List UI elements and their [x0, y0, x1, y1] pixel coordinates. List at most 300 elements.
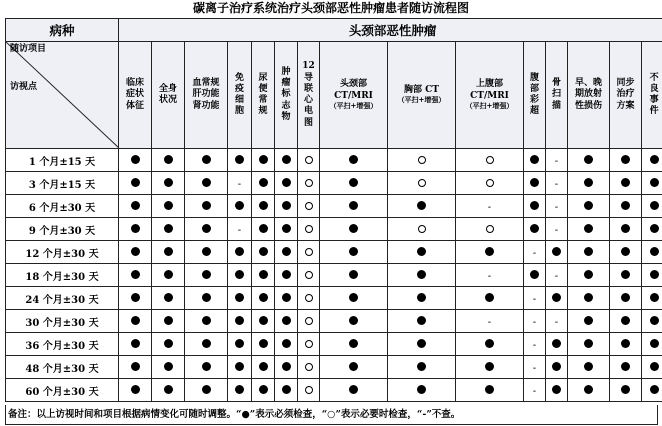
- column-header-line: 头颈部: [339, 79, 367, 90]
- table-cell: [152, 241, 185, 264]
- required-mark: [584, 201, 593, 210]
- column-header-line: 物: [281, 111, 291, 122]
- column-header-line: 胸部 CT: [404, 85, 439, 95]
- table-cell: [119, 333, 152, 356]
- required-mark: [282, 362, 291, 371]
- table-cell: [320, 241, 388, 264]
- table-cell: [119, 241, 152, 264]
- required-mark: [164, 316, 173, 325]
- column-header-line: 心: [303, 95, 313, 105]
- not-required-mark: -: [532, 340, 537, 351]
- table-cell: [119, 149, 152, 172]
- required-mark: [131, 247, 140, 256]
- table-cell: [228, 172, 252, 195]
- table-cell: [275, 195, 298, 218]
- visit-point: 9 个月±30 天: [6, 218, 119, 241]
- optional-mark: [305, 317, 313, 325]
- required-mark: [621, 362, 630, 371]
- table-cell: [568, 287, 610, 310]
- table-cell: [275, 379, 298, 402]
- table-cell: [524, 195, 546, 218]
- table-cell: [185, 310, 228, 333]
- not-required-mark: -: [554, 271, 559, 282]
- optional-mark: [305, 386, 313, 394]
- table-cell: [524, 333, 546, 356]
- optional-mark: [305, 248, 313, 256]
- table-cell: [456, 356, 524, 379]
- required-mark: [485, 247, 494, 256]
- table-cell: [546, 264, 568, 287]
- required-mark: [131, 385, 140, 394]
- optional-mark: [305, 271, 313, 279]
- required-mark: [131, 270, 140, 279]
- column-header-line: 症状: [125, 89, 144, 100]
- required-mark: [282, 224, 291, 233]
- required-mark: [485, 362, 494, 371]
- table-cell: [185, 356, 228, 379]
- column-header-line: 同步: [616, 78, 635, 89]
- table-cell: [456, 379, 524, 402]
- visit-point: 36 个月±30 天: [6, 333, 119, 356]
- table-cell: [119, 195, 152, 218]
- table-cell: [228, 379, 252, 402]
- column-header-line: 良: [649, 83, 659, 94]
- required-mark: [202, 270, 211, 279]
- table-cell: [252, 149, 275, 172]
- table-cell: [185, 379, 228, 402]
- not-required-mark: -: [532, 317, 537, 328]
- required-mark: [131, 201, 140, 210]
- table-cell: [275, 333, 298, 356]
- table-cell: [252, 333, 275, 356]
- table-cell: [610, 172, 642, 195]
- column-header: [185, 42, 228, 149]
- table-cell: [320, 379, 388, 402]
- required-mark: [417, 293, 426, 302]
- table-cell: [185, 287, 228, 310]
- item-label: 随访项目: [10, 44, 47, 54]
- required-mark: [650, 316, 659, 325]
- column-header: [152, 42, 185, 149]
- table-cell: [642, 172, 662, 195]
- column-header-line: CT/MRI: [470, 90, 509, 101]
- table-row: [6, 379, 662, 402]
- table-cell: [275, 218, 298, 241]
- column-header-line: 腹: [529, 72, 539, 83]
- required-mark: [621, 201, 630, 210]
- visit-point: 24 个月±30 天: [6, 287, 119, 310]
- column-header-line: 状况: [158, 95, 177, 105]
- table-cell: [119, 287, 152, 310]
- column-header-line: 便: [258, 83, 268, 94]
- table-cell: [298, 287, 320, 310]
- required-mark: [621, 385, 630, 394]
- table-cell: [610, 218, 642, 241]
- table-cell: [568, 149, 610, 172]
- table-cell: [642, 379, 662, 402]
- visit-label: 访视点: [10, 82, 38, 92]
- table-row: [6, 218, 662, 241]
- table-cell: [320, 287, 388, 310]
- table-cell: [252, 195, 275, 218]
- disease-label: 病种: [6, 19, 119, 42]
- column-header-line: 超: [529, 106, 539, 117]
- required-mark: [131, 155, 140, 164]
- optional-mark: [486, 225, 494, 233]
- required-mark: [349, 362, 358, 371]
- table-cell: [275, 287, 298, 310]
- optional-mark: [305, 363, 313, 371]
- required-mark: [349, 339, 358, 348]
- required-mark: [202, 293, 211, 302]
- table-cell: [228, 310, 252, 333]
- table-row: [6, 310, 662, 333]
- column-header: [610, 42, 642, 149]
- column-header-line: 扫: [551, 89, 561, 100]
- table-cell: [298, 218, 320, 241]
- table-cell: [456, 172, 524, 195]
- required-mark: [584, 339, 593, 348]
- table-cell: [456, 264, 524, 287]
- table-cell: [152, 379, 185, 402]
- required-mark: [259, 270, 268, 279]
- table-cell: [642, 241, 662, 264]
- column-header-line: 期放射: [574, 89, 602, 100]
- required-mark: [202, 316, 211, 325]
- column-header-line: 瘤: [281, 78, 291, 89]
- column-header-line: 肿: [281, 66, 291, 77]
- column-header-line: 志: [281, 100, 291, 111]
- table-cell: [388, 218, 456, 241]
- table-cell: [568, 264, 610, 287]
- table-cell: [388, 195, 456, 218]
- disease-value: 头颈部恶性肿瘤: [119, 19, 662, 42]
- visit-point: 3 个月±15 天: [6, 172, 119, 195]
- table-cell: [275, 310, 298, 333]
- table-cell: [610, 379, 642, 402]
- required-mark: [282, 316, 291, 325]
- table-cell: [524, 241, 546, 264]
- table-cell: [610, 310, 642, 333]
- column-header: [642, 42, 662, 149]
- visit-point: 30 个月±30 天: [6, 310, 119, 333]
- required-mark: [131, 224, 140, 233]
- table-cell: [388, 241, 456, 264]
- required-mark: [621, 339, 630, 348]
- table-cell: [152, 218, 185, 241]
- required-mark: [235, 362, 244, 371]
- column-header-line: 疫: [234, 83, 244, 94]
- required-mark: [164, 270, 173, 279]
- table-cell: [275, 149, 298, 172]
- column-header-line: 性损伤: [574, 100, 602, 111]
- required-mark: [485, 293, 494, 302]
- required-mark: [552, 339, 561, 348]
- required-mark: [650, 339, 659, 348]
- visit-point: 1 个月±15 天: [6, 149, 119, 172]
- table-cell: [252, 356, 275, 379]
- table-cell: [524, 149, 546, 172]
- column-header-line: 免: [234, 72, 244, 83]
- footnote: 备注：以上访视时间和项目根据病情变化可随时调整。“●”表示必须检查，“○”表示必要时检查，“-”不查。: [5, 405, 658, 425]
- not-required-mark: -: [554, 202, 559, 213]
- required-mark: [282, 155, 291, 164]
- table-cell: [388, 379, 456, 402]
- not-required-mark: -: [487, 202, 492, 213]
- required-mark: [235, 270, 244, 279]
- column-header-line: 标: [281, 89, 291, 100]
- table-cell: [568, 195, 610, 218]
- table-cell: [275, 172, 298, 195]
- optional-mark: [305, 202, 313, 210]
- required-mark: [552, 293, 561, 302]
- table-row: [6, 264, 662, 287]
- required-mark: [259, 178, 268, 187]
- table-cell: [152, 172, 185, 195]
- table-cell: [152, 310, 185, 333]
- required-mark: [259, 155, 268, 164]
- table-cell: [388, 149, 456, 172]
- document-title: 碳离子治疗系统治疗头颈部恶性肿瘤患者随访流程图: [192, 1, 469, 15]
- table-cell: [298, 195, 320, 218]
- table-cell: [298, 333, 320, 356]
- not-required-mark: -: [532, 386, 537, 397]
- table-cell: [228, 333, 252, 356]
- table-cell: [524, 356, 546, 379]
- column-header-line: 件: [649, 106, 659, 117]
- not-required-mark: -: [487, 317, 492, 328]
- required-mark: [485, 385, 494, 394]
- table-cell: [228, 218, 252, 241]
- table-cell: [185, 264, 228, 287]
- required-mark: [650, 178, 659, 187]
- table-cell: [568, 310, 610, 333]
- table-cell: [568, 333, 610, 356]
- column-header-line: 临床: [125, 78, 144, 89]
- table-cell: [185, 241, 228, 264]
- table-cell: [119, 356, 152, 379]
- required-mark: [235, 201, 244, 210]
- column-header: [546, 42, 568, 149]
- column-header-line: 细: [234, 95, 244, 105]
- table-cell: [252, 310, 275, 333]
- table-cell: [119, 379, 152, 402]
- column-header-line: 肝功能: [192, 89, 220, 100]
- required-mark: [131, 339, 140, 348]
- table-cell: [456, 310, 524, 333]
- table-cell: [228, 264, 252, 287]
- optional-mark: [418, 225, 426, 233]
- column-header-sub: （平扫+增强）: [329, 100, 378, 110]
- required-mark: [650, 270, 659, 279]
- required-mark: [530, 155, 539, 164]
- column-header-line: 描: [551, 100, 561, 111]
- required-mark: [235, 155, 244, 164]
- column-header: [252, 42, 275, 149]
- required-mark: [259, 339, 268, 348]
- required-mark: [282, 339, 291, 348]
- required-mark: [650, 201, 659, 210]
- table-cell: [320, 333, 388, 356]
- required-mark: [131, 362, 140, 371]
- table-cell: [388, 287, 456, 310]
- required-mark: [584, 247, 593, 256]
- table-cell: [185, 195, 228, 218]
- required-mark: [417, 316, 426, 325]
- required-mark: [584, 178, 593, 187]
- required-mark: [650, 293, 659, 302]
- required-mark: [621, 224, 630, 233]
- required-mark: [202, 339, 211, 348]
- table-cell: [252, 379, 275, 402]
- table-cell: [228, 149, 252, 172]
- column-header-line: 骨: [551, 78, 561, 89]
- required-mark: [164, 178, 173, 187]
- required-mark: [282, 178, 291, 187]
- table-cell: [524, 379, 546, 402]
- not-required-mark: -: [554, 317, 559, 328]
- table-cell: [252, 264, 275, 287]
- required-mark: [417, 362, 426, 371]
- table-cell: [298, 264, 320, 287]
- table-cell: [642, 287, 662, 310]
- table-cell: [298, 310, 320, 333]
- required-mark: [259, 224, 268, 233]
- column-header-line: 方案: [616, 100, 635, 111]
- required-mark: [202, 362, 211, 371]
- table-cell: [298, 172, 320, 195]
- column-header: [119, 42, 152, 149]
- table-cell: [119, 310, 152, 333]
- table-cell: [524, 287, 546, 310]
- table-cell: [320, 218, 388, 241]
- column-header-line: 血常规: [192, 78, 220, 89]
- column-header-line: 电: [303, 106, 313, 117]
- table-cell: [152, 356, 185, 379]
- table-cell: [152, 264, 185, 287]
- required-mark: [282, 201, 291, 210]
- table-cell: [320, 149, 388, 172]
- required-mark: [552, 385, 561, 394]
- required-mark: [417, 270, 426, 279]
- required-mark: [417, 385, 426, 394]
- required-mark: [202, 385, 211, 394]
- table-cell: [152, 195, 185, 218]
- table-cell: [320, 264, 388, 287]
- optional-mark: [418, 156, 426, 164]
- table-cell: [524, 264, 546, 287]
- required-mark: [259, 247, 268, 256]
- column-header: [568, 42, 610, 149]
- required-mark: [530, 224, 539, 233]
- required-mark: [259, 362, 268, 371]
- table-row: [6, 195, 662, 218]
- required-mark: [164, 247, 173, 256]
- table-cell: [456, 195, 524, 218]
- table-cell: [610, 195, 642, 218]
- required-mark: [349, 247, 358, 256]
- optional-mark: [305, 179, 313, 187]
- required-mark: [164, 155, 173, 164]
- table-cell: [546, 310, 568, 333]
- required-mark: [349, 178, 358, 187]
- not-required-mark: -: [237, 179, 242, 190]
- required-mark: [650, 247, 659, 256]
- table-cell: [610, 241, 642, 264]
- required-mark: [202, 155, 211, 164]
- column-header-line: 全身: [158, 83, 177, 94]
- required-mark: [202, 178, 211, 187]
- table-cell: [275, 356, 298, 379]
- not-required-mark: -: [532, 294, 537, 305]
- optional-mark: [305, 294, 313, 302]
- visit-point: 48 个月±30 天: [6, 356, 119, 379]
- column-header: [275, 42, 298, 149]
- required-mark: [621, 155, 630, 164]
- column-header-sub: （平扫+增强）: [397, 95, 446, 105]
- required-mark: [164, 224, 173, 233]
- column-header-sub: （平扫+增强）: [465, 100, 514, 110]
- table-cell: [642, 195, 662, 218]
- table-cell: [152, 287, 185, 310]
- table-cell: [610, 264, 642, 287]
- table-cell: [642, 264, 662, 287]
- required-mark: [164, 362, 173, 371]
- column-header-line: 规: [258, 106, 268, 117]
- column-header: [298, 42, 320, 149]
- table-cell: [388, 356, 456, 379]
- column-header-line: 导: [303, 72, 313, 83]
- table-cell: [642, 310, 662, 333]
- required-mark: [485, 339, 494, 348]
- column-header-line: 治疗: [616, 89, 635, 100]
- not-required-mark: -: [237, 225, 242, 236]
- column-header-line: 图: [303, 117, 313, 128]
- not-required-mark: -: [532, 248, 537, 259]
- table-cell: [228, 241, 252, 264]
- table-cell: [228, 195, 252, 218]
- table-cell: [546, 241, 568, 264]
- optional-mark: [486, 179, 494, 187]
- table-cell: [546, 287, 568, 310]
- required-mark: [202, 224, 211, 233]
- table-cell: [610, 356, 642, 379]
- required-mark: [131, 178, 140, 187]
- required-mark: [584, 316, 593, 325]
- column-header-line: 常: [258, 95, 268, 105]
- column-header-line: 部: [529, 83, 539, 94]
- table-cell: [119, 218, 152, 241]
- table-cell: [642, 333, 662, 356]
- required-mark: [530, 201, 539, 210]
- table-cell: [320, 172, 388, 195]
- required-mark: [349, 385, 358, 394]
- required-mark: [349, 270, 358, 279]
- table-cell: [456, 149, 524, 172]
- table-cell: [252, 218, 275, 241]
- required-mark: [621, 293, 630, 302]
- table-cell: [456, 241, 524, 264]
- column-header-line: 肾功能: [192, 100, 220, 111]
- table-cell: [568, 241, 610, 264]
- required-mark: [417, 339, 426, 348]
- column-header: [228, 42, 252, 149]
- required-mark: [584, 293, 593, 302]
- table-cell: [546, 333, 568, 356]
- required-mark: [552, 247, 561, 256]
- table-cell: [320, 356, 388, 379]
- diagonal-header-cell: [6, 42, 119, 149]
